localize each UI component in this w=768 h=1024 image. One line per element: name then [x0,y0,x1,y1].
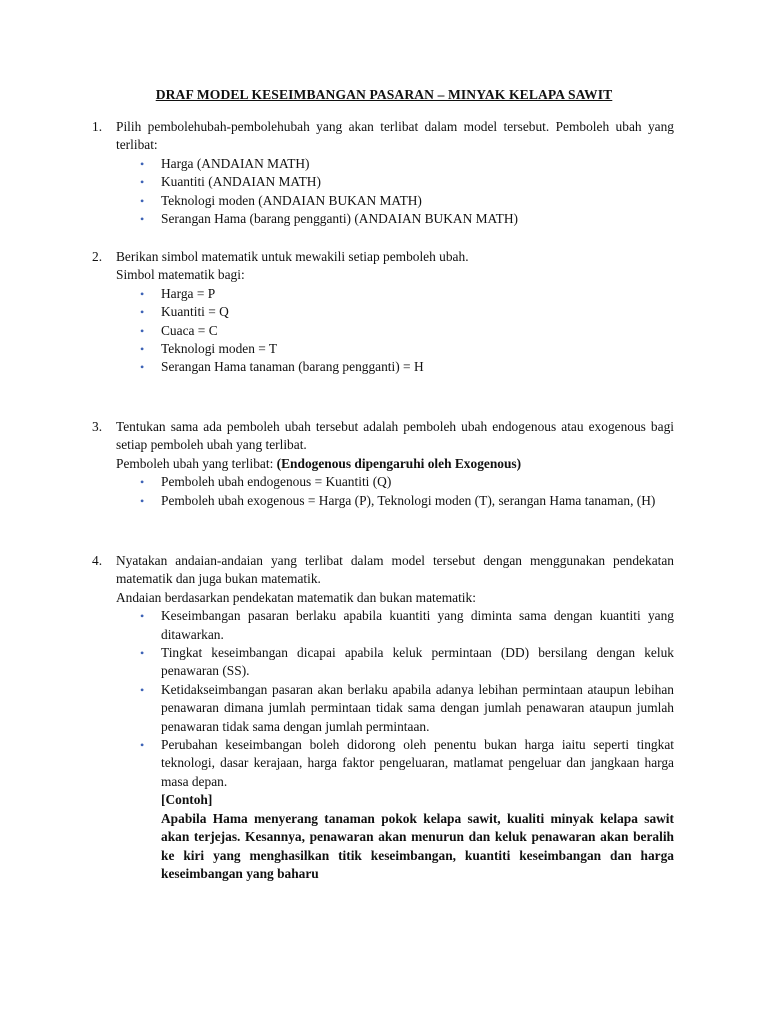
section-subheading-bold: (Endogenous dipengaruhi oleh Exogenous) [276,455,522,471]
bullet-icon: • [140,286,145,301]
bullet-list [116,607,674,791]
bullet-icon: • [140,212,145,227]
section-question: Pilih pembolehubah-pembolehubah yang akan terlibat dalam model tersebut. Pemboleh ubah yang terlibat: [116,119,674,153]
list-item: • Pemboleh ubah endogenous = Kuantiti (Q) [161,473,674,491]
list-item: • Harga (ANDAIAN MATH) [161,155,674,173]
section-question: Tentukan sama ada pemboleh ubah tersebut adalah pemboleh ubah endogenous atau exogenous bagi setiap pemboleh ubah yang terlibat. [116,419,674,453]
list-item: • Ketidakseimbangan pasaran akan berlaku apabila adanya lebihan permintaan ataupun lebihan penawaran dimana jumlah permintaan tidak sama dengan jumlah penawaran ataupun jumlah penawaran tidak sama dengan jumlah permintaan. [140,681,674,734]
bullet-list [116,473,674,510]
list-item: • Serangan Hama tanaman (barang pengganti) = H [161,358,674,376]
bullet-icon: • [140,475,145,490]
bullet-icon: • [140,193,145,208]
list-item: • Kuantiti = Q [161,303,674,321]
list-item: • Tingkat keseimbangan dicapai apabila keluk permintaan (DD) bersilang dengan keluk penawaran (SS). [140,645,674,679]
section-number: 3. [92,419,103,434]
section-2 [92,248,674,377]
list-item: • Teknologi moden = T [161,340,674,358]
section-number: 4. [92,553,103,568]
list-item: • Keseimbangan pasaran berlaku apabila kuantiti yang diminta sama dengan kuantiti yang ditawarkan. [140,608,674,642]
section-subheading: Andaian berdasarkan pendekatan matematik dan bukan matematik: [116,589,476,605]
bullet-list [116,285,674,377]
example-label: [Contoh] [161,792,213,808]
list-item: • Harga = P [161,285,674,303]
list-item: • Perubahan keseimbangan boleh didorong oleh penentu bukan harga iaitu seperti tingkat teknologi, dasar kerajaan, harga faktor pengeluaran, matlamat pengeluar dan jangkaan harga masa depan. [140,737,674,789]
section-question: Berikan simbol matematik untuk mewakili setiap pemboleh ubah. [116,249,469,264]
list-item: • Teknologi moden (ANDAIAN BUKAN MATH) [161,192,674,210]
section-4 [92,552,674,883]
list-item: • Pemboleh ubah exogenous = Harga (P), Teknologi moden (T), serangan Hama tanaman, (H) [161,492,674,510]
section-question: Nyatakan andaian-andaian yang terlibat dalam model tersebut dengan menggunakan pendekatan matematik dan juga bukan matematik. [116,553,674,587]
bullet-icon: • [140,682,145,697]
section-3 [92,418,674,510]
bullet-icon: • [140,175,145,190]
bullet-icon: • [140,323,145,338]
list-item: • Kuantiti (ANDAIAN MATH) [161,173,674,191]
section-subheading: Simbol matematik bagi: [116,267,245,283]
bullet-icon: • [140,360,145,375]
bullet-icon: • [140,738,145,753]
example-text: Apabila Hama menyerang tanaman pokok kelapa sawit, kualiti minyak kelapa sawit akan terjejas. Kesannya, penawaran akan menurun dan keluk penawaran akan beralih ke kiri yang menghasilkan titik keseimbangan, kuantiti keseimbangan dan harga keseimbangan yang baharu [161,810,674,881]
document-title: DRAF MODEL KESEIMBANGAN PASARAN – MINYAK KELAPA SAWIT [155,87,613,102]
bullet-icon: • [140,646,145,661]
section-number: 2. [92,249,103,264]
section-number: 1. [92,119,103,134]
section-1 [92,118,674,228]
bullet-icon: • [140,156,145,171]
bullet-icon: • [140,342,145,357]
bullet-icon: • [140,305,145,320]
bullet-icon: • [140,493,145,508]
list-item: • Cuaca = C [161,322,674,340]
example-block [161,791,674,883]
list-item: • Serangan Hama (barang pengganti) (ANDAIAN BUKAN MATH) [161,210,674,228]
bullet-list [116,155,674,229]
section-subheading: Pemboleh ubah yang terlibat: (Endogenous dipengaruhi oleh Exogenous) [116,455,522,471]
bullet-icon: • [140,609,145,624]
